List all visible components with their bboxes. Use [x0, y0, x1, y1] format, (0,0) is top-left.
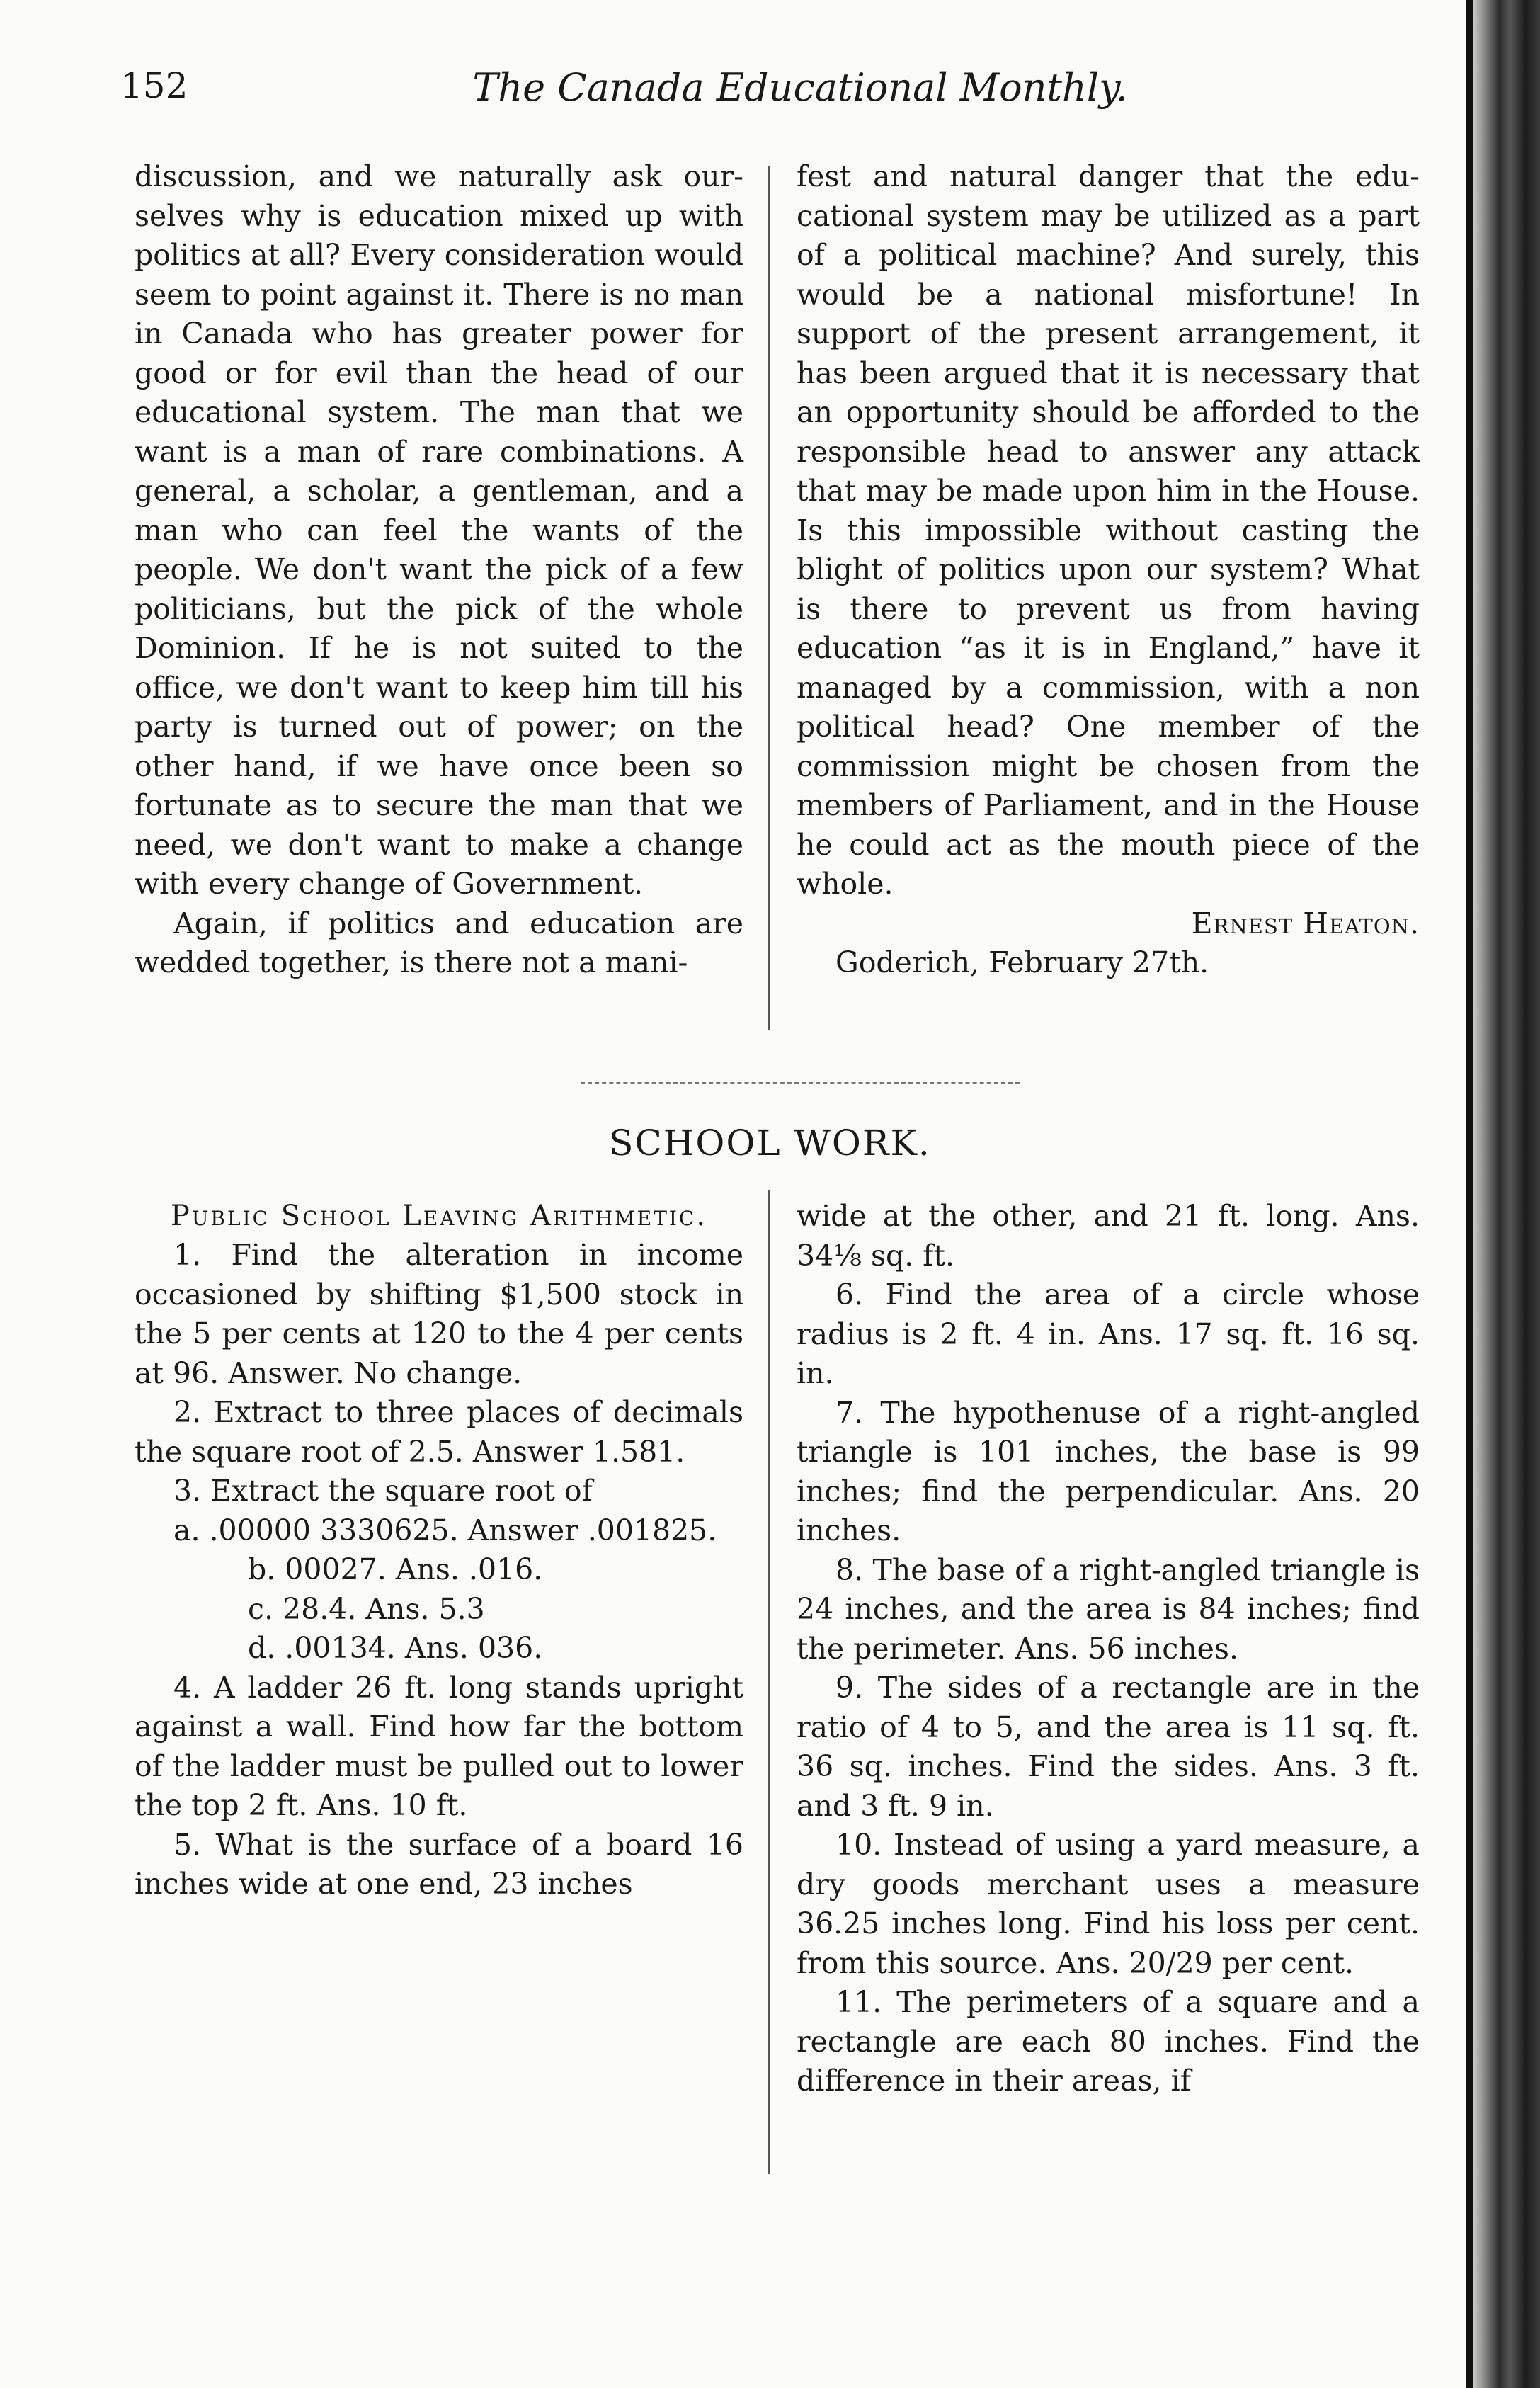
section-title: SCHOOL WORK. [609, 1122, 931, 1164]
letter-right-column [797, 157, 1420, 983]
letter-left-column [135, 157, 743, 983]
column-divider [768, 1190, 770, 2174]
running-head [120, 65, 1451, 129]
question: 2. Extract to three places of decimals the square root of 2.5. Answer 1.581. [135, 1395, 743, 1469]
question: 5. What is the surface of a board 16 inches wide at one end, 23 inches [135, 1827, 743, 1901]
question: 7. The hypothenuse of a right-angled triangle is 101 inches, the base is 99 inches; find the perpendicular. Ans. 20 inches. [797, 1395, 1420, 1547]
arithmetic-left-column [135, 1197, 743, 1904]
column-divider [768, 166, 770, 1030]
subsection-heading: Public School Leaving Arithmetic. [170, 1200, 708, 1232]
letter-paragraph: Again, if politics and education are wedded together, is there not a mani- [135, 906, 743, 979]
page-number: 152 [120, 65, 188, 106]
question: 1. Find the alteration in income occasioned by shifting $1,500 stock in the 5 per cents at 120 to the 4 per cents at 96. Answer. No change. [135, 1238, 743, 1390]
letter-paragraph: discussion, and we naturally ask ourselves why is education mixed up with politics at all? Every consideration would seem to point against it. There is no man in Canada who has greater power for good or for evil than the head of our educational system. The man that we want is a man of rare combinations. A general, a scholar, a gentleman, and a man who can feel the wants of the people. We don't want the pick of a few politicians, but the pick of the whole Dominion. If he is not suited to the office, we don't want to keep him till his party is turned out of power; on the other hand, if we have once been so fortunate as to secure the man that we need, we don't want to make a change with every change of Government. [135, 159, 743, 901]
question: 6. Find the area of a circle whose radius is 2 ft. 4 in. Ans. 17 sq. ft. 16 sq. in. [797, 1278, 1420, 1390]
sub-question: a. .00000 3330625. Answer .001825. [173, 1513, 717, 1547]
sub-question: c. 28.4. Ans. 5.3 [248, 1591, 485, 1626]
book-spine-edge [1466, 0, 1540, 2388]
journal-title: The Canada Educational Monthly. [472, 65, 1128, 110]
question: 11. The perimeters of a square and a rectangle are each 80 inches. Find the difference in their areas, if [797, 1985, 1420, 2098]
sub-question: b. 00027. Ans. .016. [248, 1552, 543, 1586]
sub-question: d. .00134. Ans. 036. [248, 1631, 543, 1665]
author-signature: Ernest Heaton. [1191, 906, 1420, 940]
section-divider [581, 1082, 1020, 1084]
question: 4. A ladder 26 ft. long stands upright against a wall. Find how far the bottom of the ladder must be pulled out to lower the top 2 ft. Ans. 10 ft. [135, 1670, 743, 1822]
letter-paragraph: fest and natural danger that the educational system may be utilized as a part of a political machine? And surely, this would be a national misfortune! In support of the present arrangement, it has been argued that it is necessary that an opportunity should be afforded to the responsible head to answer any attack that may be made upon him in the House. Is this impossible without casting the blight of politics upon our system? What is there to prevent us from having education “as it is in England,” have it managed by a commission, with a non political head? One member of the commission might be chosen from the members of Parliament, and in the House he could act as the mouth piece of the whole. [797, 159, 1420, 901]
question-continuation: wide at the other, and 21 ft. long. Ans. 34⅛ sq. ft. [797, 1199, 1420, 1273]
question: 10. Instead of using a yard measure, a dry goods merchant uses a measure 36.25 inches long. Find his loss per cent. from this source. Ans. 20/29 per cent. [797, 1828, 1420, 1980]
question: 3. Extract the square root of [173, 1474, 593, 1508]
arithmetic-right-column [797, 1197, 1420, 2101]
dateline: Goderich, February 27th. [835, 945, 1209, 979]
question: 9. The sides of a rectangle are in the ratio of 4 to 5, and the area is 11 sq. ft. 36 sq. inches. Find the sides. Ans. 3 ft. and 3 ft. 9 in. [797, 1671, 1420, 1823]
question: 8. The base of a right-angled triangle is 24 inches, and the area is 84 inches; find the perimeter. Ans. 56 inches. [797, 1552, 1420, 1666]
